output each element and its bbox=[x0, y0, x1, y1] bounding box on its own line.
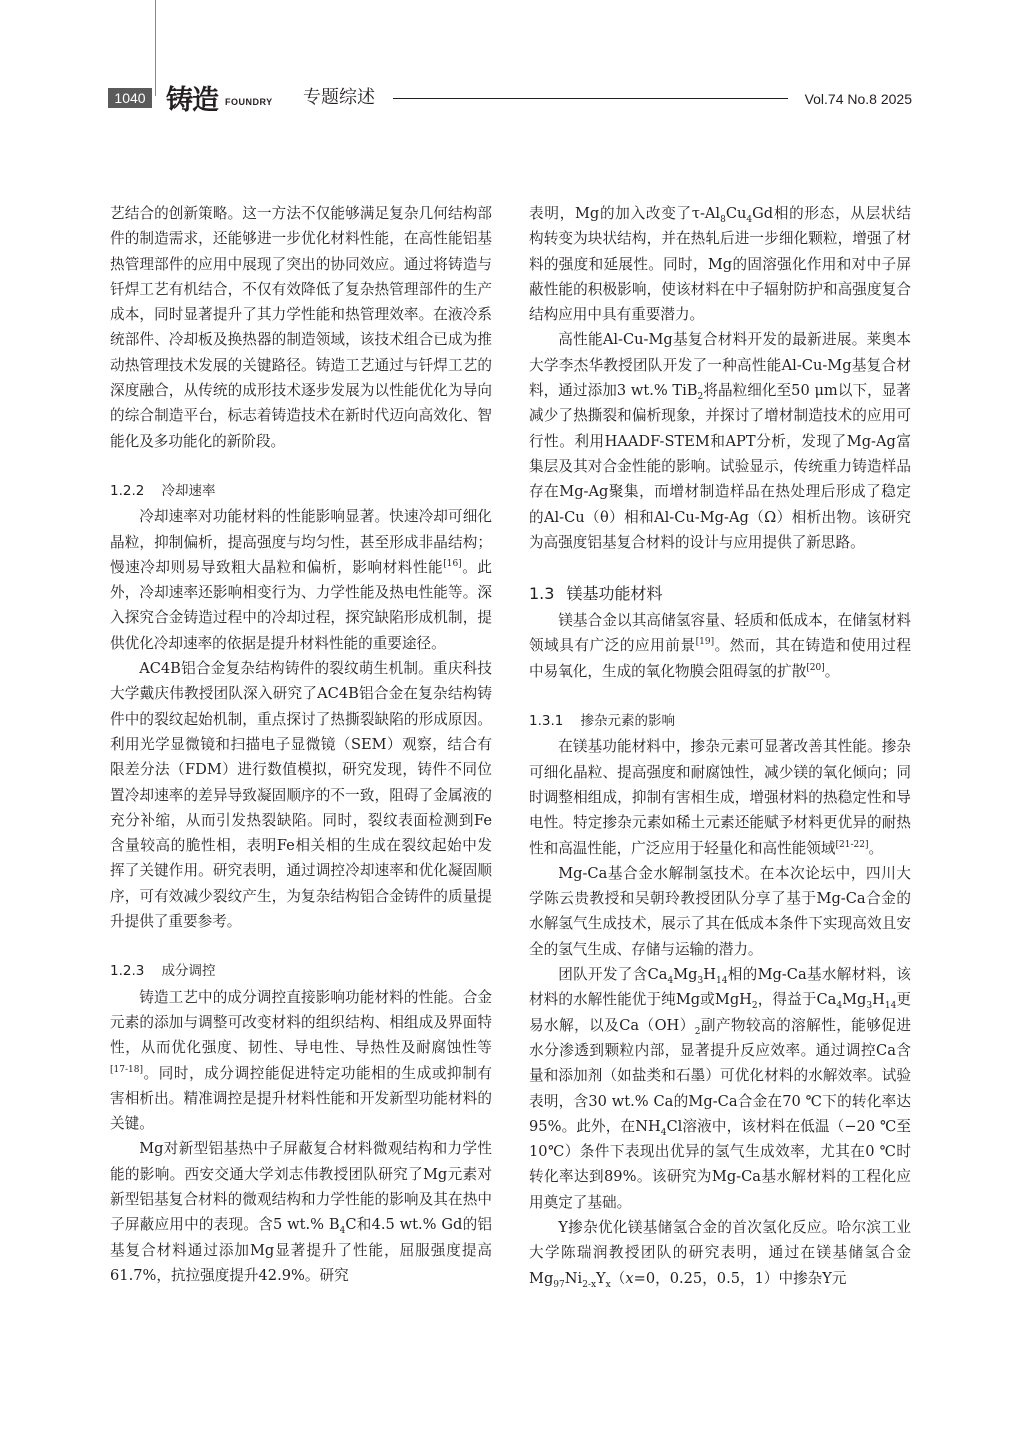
heading-text: 镁基功能材料 bbox=[566, 584, 663, 604]
right-column bbox=[529, 201, 911, 1291]
citation: [17-18] bbox=[110, 1064, 143, 1075]
subsection-heading bbox=[110, 479, 492, 504]
subsection-heading bbox=[529, 709, 911, 734]
header-rule bbox=[393, 98, 788, 99]
paragraph: Y掺杂优化镁基储氢合金的首次氢化反应。哈尔滨工业大学陈瑞润教授团队的研究表明，通过在镁基储氢合金$Mg_{97}Ni_{2-x}Y_x(x=0$，0.25，0.5，1）中掺杂Y元 bbox=[529, 1218, 911, 1290]
heading-number: 1.2.2 bbox=[110, 482, 145, 499]
paragraph: 冷却速率对功能材料的性能影响显著。快速冷却可细化晶粒，抑制偏析，提高强度与均匀性，甚至形成非晶结构；慢速冷却则易导致粗大晶粒和偏析，影响材料性能[16]。此外，冷却速率还影响相变行为、力学性能及热电性能等。深入探究合金铸造过程中的冷却过程，探究缺陷形成机制，提供优化冷却速率的依据是提升材料性能的重要途径。 bbox=[110, 508, 492, 652]
paragraph: 镁基合金以其高储氢容量、轻质和低成本，在储氢材料领域具有广泛的应用前景[19]。然而，其在铸造和使用过程中易氧化，生成的氧化物膜会阻碍氢的扩散[20]。 bbox=[529, 612, 911, 680]
paragraph: 高性能Al-Cu-Mg基复合材料开发的最新进展。莱奥本大学李杰华教授团队开发了一种高性能Al-Cu-Mg基复合材料，通过添加3 wt.% TiB$_2$将晶粒细化至50 μm以下，显著减少了热撕裂和偏析现象，并探讨了增材制造技术的应用可行性。利用HAADF-STEM和APT分析，发现了Mg-Ag富集层及其对合金性能的影响。试验显示，传统重力铸造样品存在Mg-Ag聚集，而增材制造样品在热处理后形成了稳定的Al-Cu（θ）相和Al-Cu-Mg-Ag（Ω）相析出物。该研究为高强度铝基复合材料的设计与应用提供了新思路。 bbox=[529, 331, 911, 551]
citation: [21-22] bbox=[835, 839, 869, 850]
logo-english: FOUNDRY bbox=[225, 97, 273, 107]
citation: [19] bbox=[695, 637, 715, 648]
paragraph: Mg对新型铝基热中子屏蔽复合材料微观结构和力学性能的影响。西安交通大学刘志伟教授团队研究了Mg元素对新型铝基复合材料的微观结构和力学性能的影响及其在热中子屏蔽应用中的表现。含5 wt.% $B_4C$和4.5 wt.% Gd的铝基复合材料通过添加Mg显著提升了性能，屈服强度提高61.7%，抗拉强度提升42.9%。研究 bbox=[110, 1140, 493, 1284]
heading-number: 1.3.1 bbox=[529, 713, 564, 730]
logo-chinese: 铸造 bbox=[166, 84, 218, 116]
section-heading bbox=[529, 580, 911, 608]
header-vertical-rule bbox=[155, 0, 156, 96]
citation: [16] bbox=[443, 559, 462, 569]
paragraph: 艺结合的创新策略。这一方法不仅能够满足复杂几何结构部件的制造需求，还能够进一步优化材料性能，在高性能铝基热管理部件的应用中展现了突出的协同效应。通过将铸造与钎焊工艺有机结合，不仅有效降低了复杂热管理部件的生产成本，同时显著提升了其力学性能和热管理效率。在液冷系统部件、冷却板及换热器的制造领域，该技术组合已成为推动热管理技术发展的关键路径。铸造工艺通过与钎焊工艺的深度融合，从传统的成形技术逐步发展为以性能优化为导向的综合制造平台，标志着铸造技术在新时代迈向高效化、智能化及多功能化的新阶段。 bbox=[110, 205, 492, 450]
paragraph: 表明，Mg的加入改变了$\tau-Al_8Cu_4Gd$相的形态，从层状结构转变为块状结构，并在热轧后进一步细化颗粒，增强了材料的强度和延展性。同时，Mg的固溶强化作用和对中子屏蔽性能的积极影响，使该材料在中子辐射防护和高强度复合结构应用中具有重要潜力。 bbox=[529, 205, 911, 324]
left-column bbox=[110, 201, 492, 1288]
paragraph: 铸造工艺中的成分调控直接影响功能材料的性能。合金元素的添加与调整可改变材料的组织结构、相组成及界面特性，从而优化强度、韧性、导电性、导热性及耐腐蚀性等[17-18]。同时，成分调控能促进特定功能相的生成或抑制有害相析出。精准调控是提升材料性能和开发新型功能材料的关键。 bbox=[110, 988, 492, 1133]
heading-text: 掺杂元素的影响 bbox=[580, 713, 676, 730]
citation: [20] bbox=[806, 662, 825, 673]
page-number: 1040 bbox=[108, 88, 152, 108]
paragraph: 团队开发了含$Ca_4Mg_3H_{14}$相的Mg-Ca基水解材料，该材料的水解性能优于纯Mg或MgH$_2$，得益于$Ca_4Mg_3H_{14}$更易水解，以及$Ca(OH)_2$副产物较高的溶解性，能够促进水分渗透到颗粒内部，显著提升反应效率。通过调控Ca含量和添加剂（如盐类和石墨）可优化材料的水解效率。试验表明，含30 wt.% Ca的Mg-Ca合金在70 ℃下的转化率达95%。此外，在$NH_4Cl$溶液中，该材料在低温（−20 ℃至10℃）条件下表现出优异的氢气生成效率，尤其在0 ℃时转化率达到89%。该研究为Mg-Ca基水解材料的工程化应用奠定了基础。 bbox=[529, 966, 911, 1211]
issue-info: Vol.74 No.8 2025 bbox=[804, 91, 912, 107]
section-title: 专题综述 bbox=[303, 87, 375, 108]
paragraph: Mg-Ca基合金水解制氢技术。在本次论坛中，四川大学陈云贵教授和吴朝玲教授团队分享了基于Mg-Ca合金的水解氢气生成技术，展示了其在低成本条件下实现高效且安全的氢气生成、存储与运输的潜力。 bbox=[529, 864, 911, 958]
heading-number: 1.3 bbox=[529, 584, 555, 604]
subsection-heading bbox=[110, 959, 492, 984]
paragraph: AC4B铝合金复杂结构铸件的裂纹萌生机制。重庆科技大学戴庆伟教授团队深入研究了AC4B铝合金在复杂结构铸件中的裂纹起始机制，重点探讨了热撕裂缺陷的形成原因。利用光学显微镜和扫描电子显微镜（SEM）观察，结合有限差分法（FDM）进行数值模拟，研究发现，铸件不同位置冷却速率的差异导致凝固顺序的不一致，阻碍了金属液的充分补缩，从而引发热裂缺陷。同时，裂纹表面检测到Fe含量较高的脆性相，表明Fe相关相的生成在裂纹起始中发挥了关键作用。研究表明，通过调控冷却速率和优化凝固顺序，可有效减少裂纹产生，为复杂结构铝合金铸件的质量提升提供了重要参考。 bbox=[110, 660, 492, 931]
heading-number: 1.2.3 bbox=[110, 963, 145, 980]
heading-text: 成分调控 bbox=[161, 963, 216, 980]
paragraph: 在镁基功能材料中，掺杂元素可显著改善其性能。掺杂可细化晶粒、提高强度和耐腐蚀性，减少镁的氧化倾向；同时调整相组成，抑制有害相生成，增强材料的热稳定性和导电性。特定掺杂元素如稀土元素还能赋予材料更优异的耐热性和高温性能，广泛应用于轻量化和高性能领域[21-22]。 bbox=[529, 738, 911, 857]
heading-text: 冷却速率 bbox=[161, 482, 216, 499]
journal-logo bbox=[166, 79, 273, 115]
